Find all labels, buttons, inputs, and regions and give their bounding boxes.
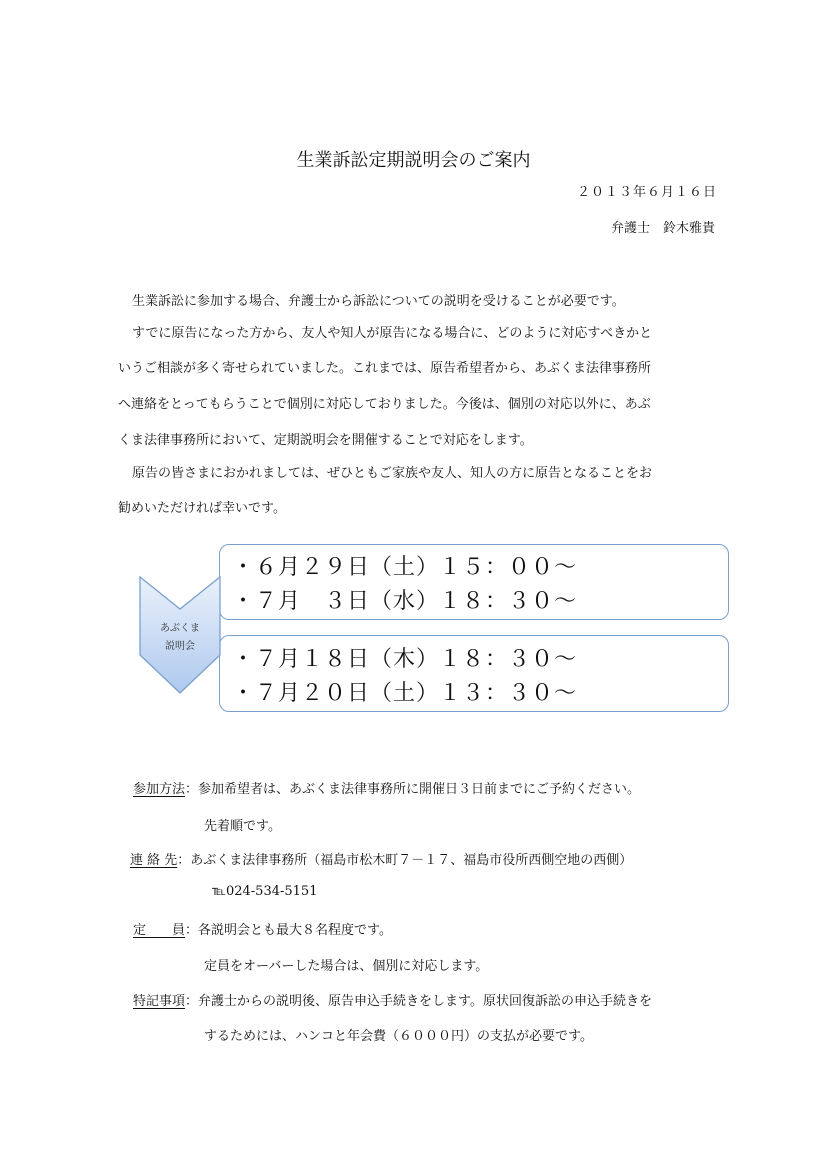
author-name: 弁護士 鈴木雅貴 — [610, 221, 715, 236]
paragraph-line: 原告の皆さまにおかれましては、ぜひともご家族や友人、知人の方に原告となることをお — [132, 466, 653, 481]
capacity-text-2: 定員をオーバーした場合は、個別に対応します。 — [204, 959, 489, 974]
contact-text: ：あぶくま法律事務所（福島市松木町７－１７、福島市役所西側空地の西側） — [177, 853, 633, 868]
paragraph-line: すでに原告になった方から、友人や知人が原告になる場合に、どのように対応すべきかと — [132, 326, 653, 341]
capacity-text: ：各説明会とも最大８名程度です。 — [185, 923, 392, 938]
notes-text-2: するためには、ハンコと年会費（６０００円）の支払が必要です。 — [204, 1029, 593, 1044]
badge-label-2: 説明会 — [165, 641, 195, 652]
contact-label: 連 絡 先 — [130, 853, 178, 868]
schedule-item: ・７月２０日（土）１３：３０〜 — [232, 681, 578, 706]
schedule-item: ・７月 ３日（水）１８：３０〜 — [232, 589, 578, 614]
paragraph-line: 勧めいただければ幸いです。 — [118, 501, 286, 516]
page-title: 生業訴訟定期説明会のご案内 — [296, 150, 531, 171]
notes-text: ：弁護士からの説明後、原告申込手続きをします。原状回復訴訟の申込手続きを — [185, 994, 652, 1009]
method-text-2: 先着順です。 — [204, 819, 281, 834]
method-label: 参加方法 — [133, 782, 186, 797]
method-text: ：参加希望者は、あぶくま法律事務所に開催日３日前までにご予約ください。 — [185, 782, 641, 797]
notes-label: 特記事項 — [133, 994, 186, 1009]
schedule-item: ・７月１８日（木）１８：３０〜 — [232, 647, 578, 672]
schedule-item: ・６月２９日（土）１５：００〜 — [232, 555, 578, 580]
contact-row — [130, 849, 632, 868]
badge-label-1: あぶくま — [160, 623, 200, 634]
chevron-down-icon — [138, 575, 222, 695]
capacity-row — [133, 919, 392, 938]
notes-row — [133, 990, 652, 1009]
paragraph-line: 生業訴訟に参加する場合、弁護士から訴訟についての説明を受けることが必要です。 — [132, 294, 625, 309]
paragraph-line: いうご相談が多く寄せられていました。これまでは、原告希望者から、あぶくま法律事務所 — [118, 361, 652, 376]
document-date: ２０１３年６月１６日 — [576, 185, 717, 200]
paragraph-line: へ連絡をとってもらうことで個別に対応しておりました。今後は、個別の対応以外に、あぶ — [118, 397, 651, 412]
paragraph-line: くま法律事務所において、定期説明会を開催することで対応をします。 — [118, 433, 533, 448]
capacity-label: 定 員 — [133, 923, 186, 938]
contact-tel: ℡024-534-5151 — [212, 884, 318, 899]
method-row — [133, 778, 640, 797]
